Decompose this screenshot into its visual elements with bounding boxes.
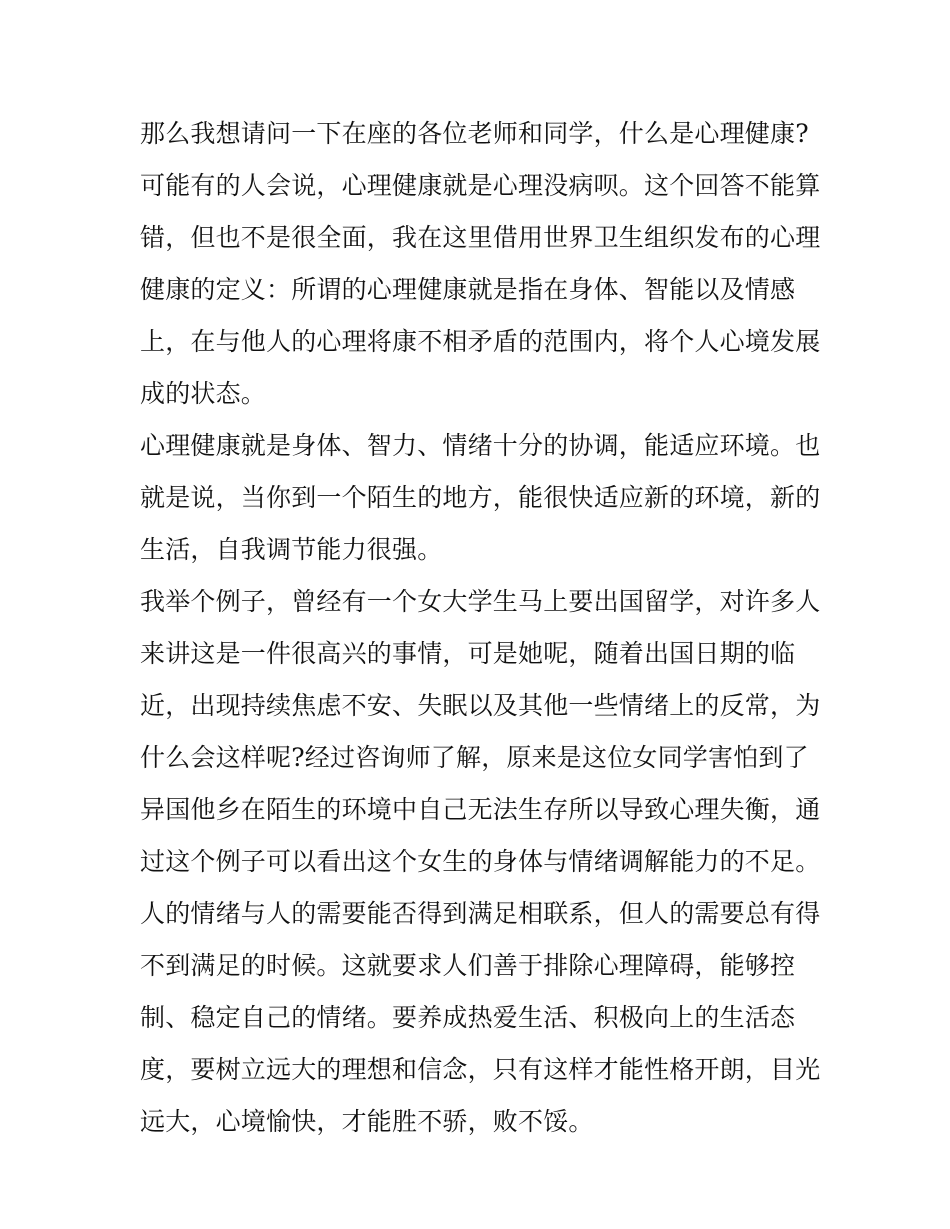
text-line: 健康的定义：所谓的心理健康就是指在身体、智能以及情感: [140, 275, 796, 304]
text-line: 度，要树立远大的理想和信念，只有这样才能性格开朗，目光: [140, 1055, 821, 1084]
text-line: 错，但也不是很全面，我在这里借用世界卫生组织发布的心理: [140, 223, 821, 252]
body-text: [140, 108, 820, 1148]
text-line: 远大，心境愉快，才能胜不骄，败不馁。: [140, 1107, 594, 1136]
text-line: 那么我想请问一下在座的各位老师和同学，什么是心理健康?: [140, 119, 809, 148]
text-line: 上，在与他人的心理将康不相矛盾的范围内，将个人心境发展: [140, 327, 821, 356]
text-line: 制、稳定自己的情绪。要养成热爱生活、积极向上的生活态: [140, 1003, 796, 1032]
text-line: 人的情绪与人的需要能否得到满足相联系，但人的需要总有得: [140, 899, 821, 928]
text-line: 可能有的人会说，心理健康就是心理没病呗。这个回答不能算: [140, 171, 821, 200]
text-line: 近，出现持续焦虑不安、失眠以及其他一些情绪上的反常，为: [140, 691, 821, 720]
text-line: 心理健康就是身体、智力、情绪十分的协调，能适应环境。也: [140, 431, 821, 460]
text-line: 我举个例子，曾经有一个女大学生马上要出国留学，对许多人: [140, 587, 821, 616]
text-line: 成的状态。: [140, 379, 267, 408]
text-line: 什么会这样呢?经过咨询师了解，原来是这位女同学害怕到了: [140, 743, 809, 772]
text-line: 就是说，当你到一个陌生的地方，能很快适应新的环境，新的: [140, 483, 821, 512]
text-line: 过这个例子可以看出这个女生的身体与情绪调解能力的不足。: [140, 847, 821, 876]
text-line: 异国他乡在陌生的环境中自己无法生存所以导致心理失衡，通: [140, 795, 821, 824]
text-line: 生活，自我调节能力很强。: [140, 535, 443, 564]
text-line: 来讲这是一件很高兴的事情，可是她呢，随着出国日期的临: [140, 639, 796, 668]
text-line: 不到满足的时候。这就要求人们善于排除心理障碍，能够控: [140, 951, 796, 980]
